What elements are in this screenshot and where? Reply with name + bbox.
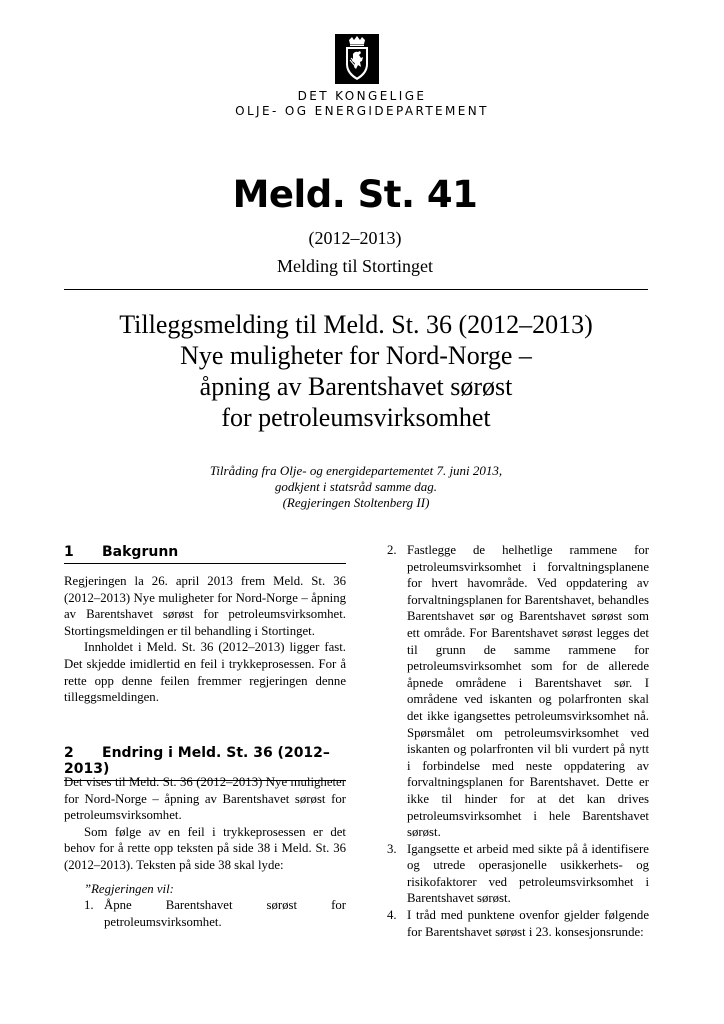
list-text: Åpne Barentshavet sørøst for petroleumsvirksomhet. <box>104 898 346 929</box>
right-column-list <box>387 542 649 940</box>
quote-intro: ”Regjeringen vil: <box>84 881 174 896</box>
session-years: (2012–2013) <box>308 228 402 248</box>
list-text: Igangsette et arbeid med sikte på å identifisere og utrede operasjonelle usikkerhets- og risikofaktorer ved petroleumsvirksomhet i Barentshavet sørøst. <box>407 841 649 906</box>
department-name-line2: OLJE- OG ENERGIDEPARTEMENT <box>235 104 489 118</box>
list-item <box>64 897 346 930</box>
section-1-heading <box>64 544 346 564</box>
list-number: 3. <box>387 841 397 856</box>
section-number: 1 <box>64 544 74 560</box>
list-item <box>387 907 649 940</box>
list-text: Fastlegge de helhetlige rammene for petroleumsvirksomhet i forvaltningsplanene for hvert havområde. Ved oppdatering av forvaltningsplanen for Barentshavet, behandles Barentshavet sør og Barentshavet sørøst som ett område. For Barentshavet sørøst legges det til grunn de samme rammene for petroleumsvirksomhet som for de allerede åpnede områdene i Barentshavet sør. I områdene ved iskanten og polarfronten skal det ikke igangsettes petroleumsvirksomhet nå. Spørsmålet om petroleumsvirksomhet ved iskanten og polarfronten vil bli vurdert på nytt i forbindelse med neste oppdatering av forvaltningsplanen for Barentshavet. Dette er ikke til hinder for at det kan drives petroleumsvirksomhet i hele Barentshavet sørøst. <box>407 543 649 840</box>
list-number: 1. <box>84 898 94 913</box>
paragraph: Det vises til Meld. St. 36 (2012–2013) Nye muligheter for Nord-Norge – åpning av Barentshavet sørøst for petroleumsvirksomhet. <box>64 775 346 823</box>
list-item <box>387 542 649 841</box>
document-title <box>64 309 648 433</box>
section-number: 2 <box>64 745 74 761</box>
list-number: 4. <box>387 908 397 923</box>
royal-coat-of-arms-logo <box>335 34 379 84</box>
list-item <box>387 841 649 907</box>
section-2-body <box>64 774 346 930</box>
paragraph: Som følge av en feil i trykkeprosessen er det behov for å rette opp teksten på side 38 i Meld. St. 36 (2012–2013). Teksten på side 38 skal lyde: <box>64 824 346 872</box>
section-title: Bakgrunn <box>102 544 179 560</box>
list-number: 2. <box>387 543 397 557</box>
recommendation-note <box>120 463 592 511</box>
paragraph: Regjeringen la 26. april 2013 frem Meld. St. 36 (2012–2013) Nye muligheter for Nord-Norge – åpning av Barentshavet sørøst for petroleumsvirksomhet. Stortingsmeldingen er til behandling i Stortinget. <box>64 574 346 638</box>
header-divider <box>64 289 648 290</box>
document-number: Meld. St. 41 <box>232 173 478 216</box>
title-line: Tilleggsmelding til Meld. St. 36 (2012–2013) <box>119 310 593 339</box>
department-name-line1: DET KONGELIGE <box>297 89 427 103</box>
title-line: Nye muligheter for Nord-Norge – <box>180 341 532 370</box>
section-title: Endring i Meld. St. 36 (2012–2013) <box>64 745 330 777</box>
section-1-body <box>64 573 346 706</box>
recommendation-line: godkjent i statsråd samme dag. <box>274 479 438 494</box>
recommendation-line: Tilråding fra Olje- og energidepartementet 7. juni 2013, <box>209 463 503 478</box>
title-line: for petroleumsvirksomhet <box>221 403 491 432</box>
document-type: Melding til Stortinget <box>277 256 433 276</box>
recommendation-line: (Regjeringen Stoltenberg II) <box>282 495 430 510</box>
title-line: åpning av Barentshavet sørøst <box>199 372 513 401</box>
paragraph: Innholdet i Meld. St. 36 (2012–2013) ligger fast. Det skjedde imidlertid en feil i trykkeprosessen. For å rette opp denne feilen fremmer regjeringen denne tilleggsmeldingen. <box>64 640 346 705</box>
list-text: I tråd med punktene ovenfor gjelder følgende for Barentshavet sørøst i 23. konsesjonsrunde: <box>407 908 649 939</box>
